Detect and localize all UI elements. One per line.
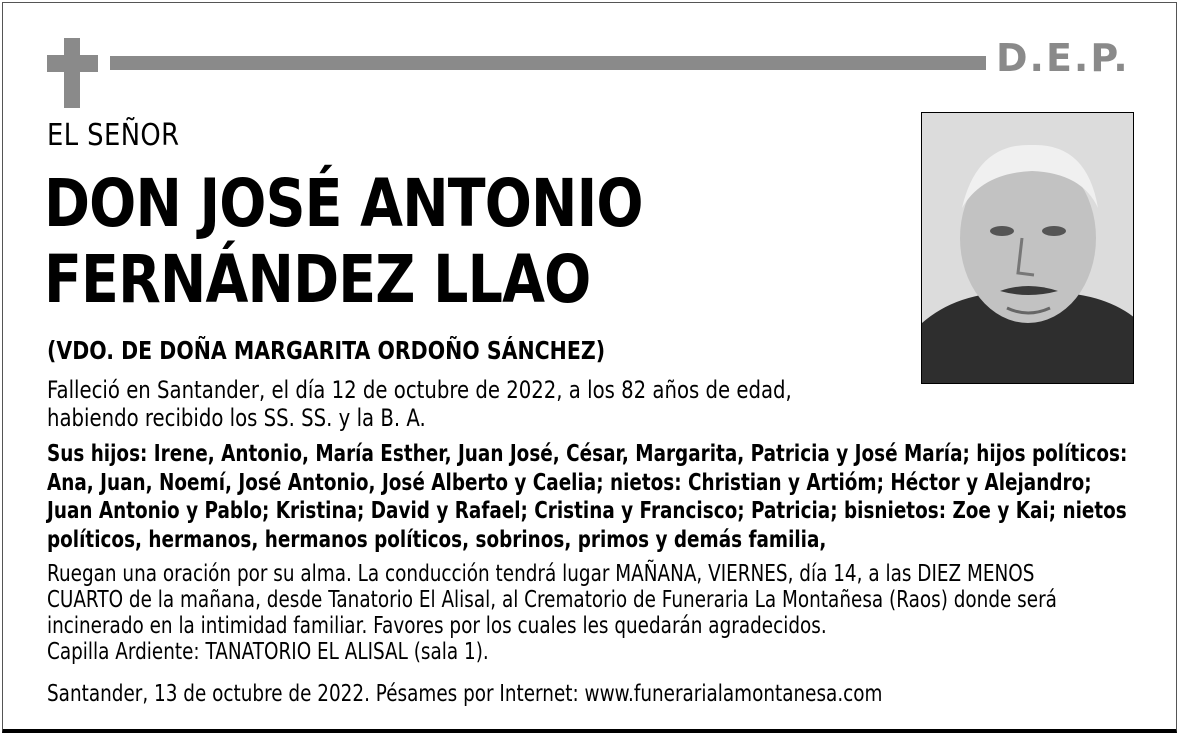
- name-line-2: FERNÁNDEZ LLAO: [44, 241, 591, 318]
- cross-icon-bar: [47, 55, 98, 72]
- death-notice: [47, 376, 792, 432]
- family-line: políticos, hermanos, hermanos políticos, sobrinos, primos y demás familia,: [47, 526, 827, 553]
- header-rule: [110, 56, 986, 70]
- deceased-name: [44, 166, 643, 318]
- cross-icon: [64, 38, 80, 108]
- title-label: EL SEÑOR: [47, 118, 180, 153]
- family-line: Juan Antonio y Pablo; Kristina; David y Rafael; Cristina y Francisco; Patricia; bisnietos: Zoe y Kai; nietos: [47, 498, 1127, 524]
- family-line: Sus hijos: Irene, Antonio, María Esther, Juan José, César, Margarita, Patricia y José María; hijos políticos:: [47, 441, 1128, 467]
- footer-text: Santander, 13 de octubre de 2022. Pésames por Internet: www.funerarialamontanesa.com: [47, 681, 883, 707]
- service-line: CUARTO de la mañana, desde Tanatorio El Alisal, al Crematorio de Funeraria La Montañesa (Raos) donde será: [47, 587, 1057, 613]
- dep-mark: D.E.P.: [996, 36, 1130, 80]
- portrait-photo: [921, 112, 1134, 384]
- portrait-image: [922, 113, 1134, 384]
- death-notice-line: habiendo recibido los SS. SS. y la B. A.: [47, 404, 426, 432]
- widower-line: (VDO. DE DOÑA MARGARITA ORDOÑO SÁNCHEZ): [47, 336, 606, 365]
- service-details: [47, 561, 1057, 665]
- footer-note: [47, 680, 882, 708]
- service-line: Capilla Ardiente: TANATORIO EL ALISAL (sala 1).: [47, 639, 489, 665]
- death-notice-line: Falleció en Santander, el día 12 de octubre de 2022, a los 82 años de edad,: [47, 376, 792, 404]
- service-line: incinerado en la intimidad familiar. Favores por los cuales les quedarán agradecidos.: [47, 613, 827, 639]
- service-line: Ruegan una oración por su alma. La conducción tendrá lugar MAÑANA, VIERNES, día 14, a las DIEZ MENOS: [47, 561, 1035, 587]
- family-list: [47, 440, 1127, 554]
- family-line: Ana, Juan, Noemí, José Antonio, José Alberto y Caelia; nietos: Christian y Artióm; Héctor y Alejandro;: [47, 469, 1092, 496]
- name-line-1: DON JOSÉ ANTONIO: [44, 165, 643, 242]
